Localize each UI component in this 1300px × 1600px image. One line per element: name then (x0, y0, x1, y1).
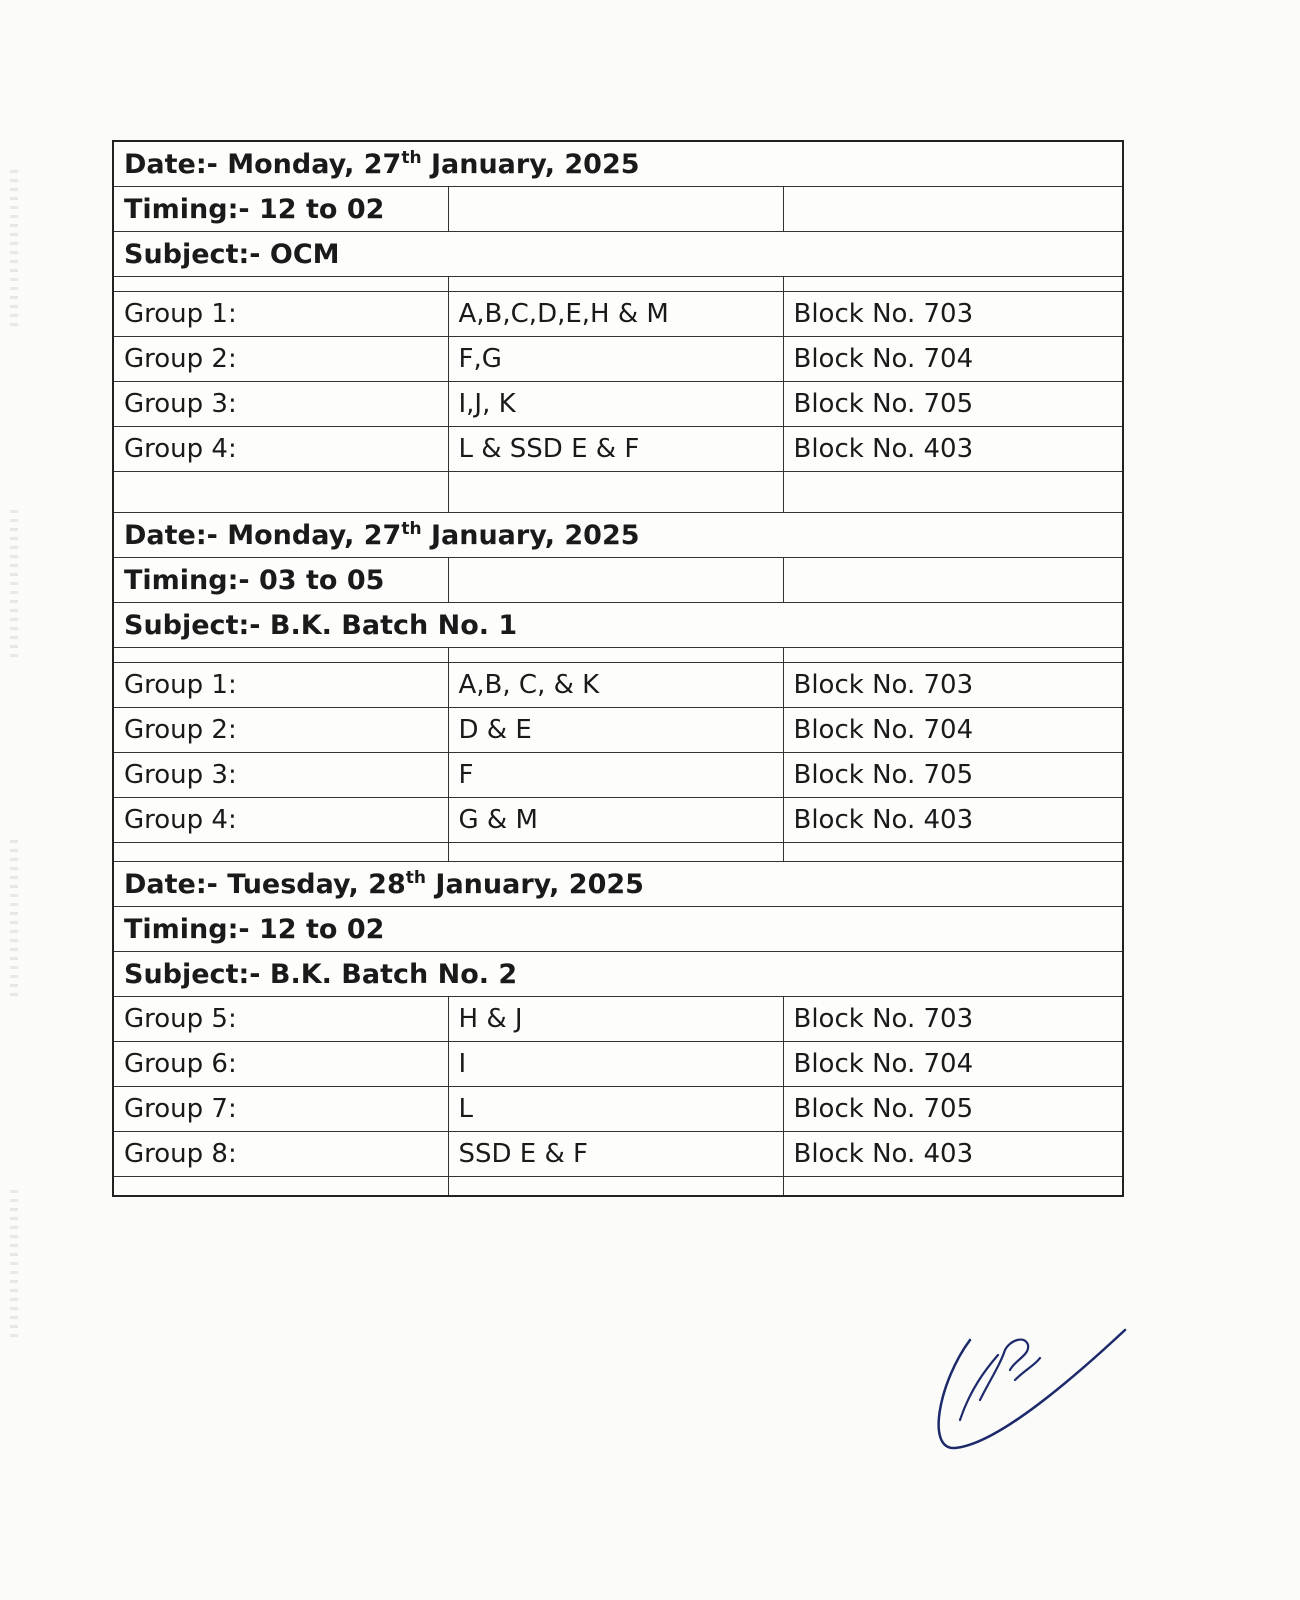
table-row (113, 663, 1123, 708)
block-cell: Block No. 703 (783, 292, 1123, 337)
divisions-cell: F,G (448, 337, 783, 382)
block-cell: Block No. 403 (783, 427, 1123, 472)
session-3-subject-row (113, 952, 1123, 997)
empty-cell (783, 558, 1123, 603)
session-1-timing-row (113, 187, 1123, 232)
divisions-cell: L (448, 1087, 783, 1132)
table-row (113, 427, 1123, 472)
divisions-cell: G & M (448, 798, 783, 843)
scan-edge-mark (10, 840, 18, 1000)
spacer-row (113, 1177, 1123, 1197)
table-row (113, 382, 1123, 427)
session-3-timing-row (113, 907, 1123, 952)
table-row (113, 708, 1123, 753)
group-cell: Group 8: (113, 1132, 448, 1177)
group-cell: Group 5: (113, 997, 448, 1042)
block-cell: Block No. 705 (783, 1087, 1123, 1132)
divisions-cell: A,B, C, & K (448, 663, 783, 708)
empty-cell (448, 187, 783, 232)
block-cell: Block No. 705 (783, 753, 1123, 798)
table-row (113, 292, 1123, 337)
divisions-cell: I (448, 1042, 783, 1087)
session-timing: Timing:- 03 to 05 (113, 558, 448, 603)
block-cell: Block No. 703 (783, 663, 1123, 708)
group-cell: Group 1: (113, 663, 448, 708)
session-timing: Timing:- 12 to 02 (113, 187, 448, 232)
session-1-date-row (113, 141, 1123, 187)
divisions-cell: D & E (448, 708, 783, 753)
divisions-cell: F (448, 753, 783, 798)
block-cell: Block No. 403 (783, 1132, 1123, 1177)
exam-schedule-table (112, 140, 1124, 1197)
table-row (113, 753, 1123, 798)
block-cell: Block No. 704 (783, 708, 1123, 753)
group-cell: Group 4: (113, 798, 448, 843)
block-cell: Block No. 705 (783, 382, 1123, 427)
group-cell: Group 6: (113, 1042, 448, 1087)
scan-edge-mark (10, 170, 18, 330)
table-row (113, 798, 1123, 843)
divider-row (113, 648, 1123, 663)
session-2-subject-row (113, 603, 1123, 648)
session-2-date-row (113, 513, 1123, 558)
group-cell: Group 3: (113, 753, 448, 798)
empty-cell (783, 187, 1123, 232)
table-row (113, 337, 1123, 382)
session-3-date-row (113, 862, 1123, 907)
block-cell: Block No. 403 (783, 798, 1123, 843)
group-cell: Group 2: (113, 708, 448, 753)
block-cell: Block No. 704 (783, 1042, 1123, 1087)
divisions-cell: A,B,C,D,E,H & M (448, 292, 783, 337)
session-date: Date:- Monday, 27th January, 2025 (113, 513, 1123, 558)
empty-cell (448, 558, 783, 603)
session-timing: Timing:- 12 to 02 (113, 907, 1123, 952)
divisions-cell: I,J, K (448, 382, 783, 427)
session-subject: Subject:- B.K. Batch No. 1 (113, 603, 1123, 648)
group-cell: Group 3: (113, 382, 448, 427)
spacer-row (113, 472, 1123, 513)
table-row (113, 1132, 1123, 1177)
block-cell: Block No. 703 (783, 997, 1123, 1042)
table-row (113, 1087, 1123, 1132)
session-subject: Subject:- OCM (113, 232, 1123, 277)
table-row (113, 997, 1123, 1042)
group-cell: Group 4: (113, 427, 448, 472)
session-2-timing-row (113, 558, 1123, 603)
session-date: Date:- Tuesday, 28th January, 2025 (113, 862, 1123, 907)
session-date: Date:- Monday, 27th January, 2025 (113, 141, 1123, 187)
signature (930, 1310, 1130, 1460)
group-cell: Group 7: (113, 1087, 448, 1132)
divisions-cell: SSD E & F (448, 1132, 783, 1177)
divisions-cell: H & J (448, 997, 783, 1042)
session-subject: Subject:- B.K. Batch No. 2 (113, 952, 1123, 997)
table-row (113, 1042, 1123, 1087)
scan-edge-mark (10, 1190, 18, 1340)
divider-row (113, 277, 1123, 292)
group-cell: Group 1: (113, 292, 448, 337)
divisions-cell: L & SSD E & F (448, 427, 783, 472)
group-cell: Group 2: (113, 337, 448, 382)
session-1-subject-row (113, 232, 1123, 277)
spacer-row (113, 843, 1123, 862)
scan-edge-mark (10, 510, 18, 660)
block-cell: Block No. 704 (783, 337, 1123, 382)
